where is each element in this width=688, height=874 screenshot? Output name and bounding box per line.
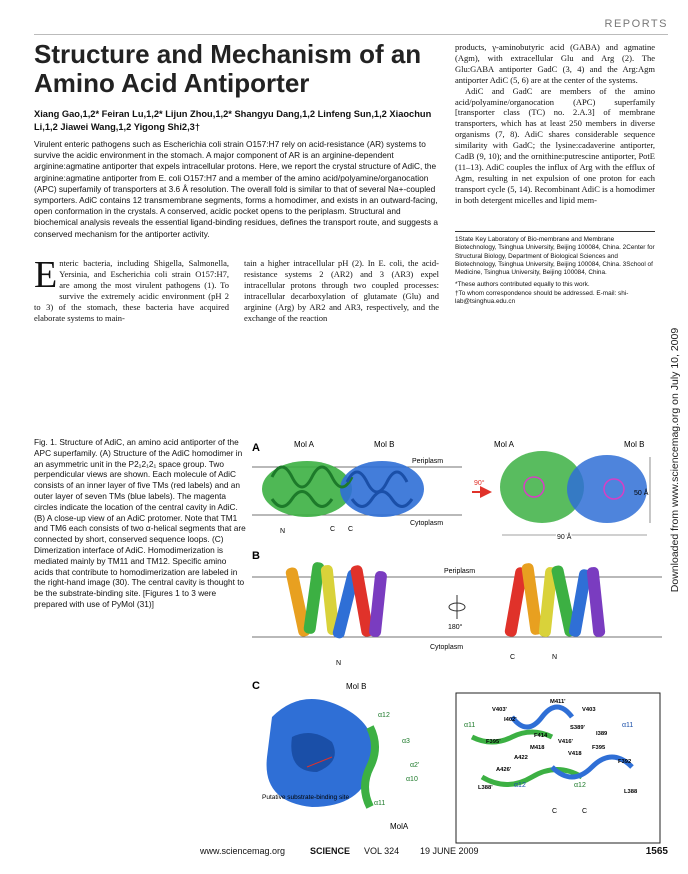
residue-label: F392 (618, 759, 632, 765)
rotation-90-arrow-icon (472, 479, 490, 492)
article-title: Structure and Mechanism of an Amino Acid Antiporter (34, 39, 422, 98)
panel-c-alpha10: α10 (406, 776, 418, 783)
column-3-paragraph-1: products, γ-aminobutyric acid (GABA) and agmatine (Agm), with extracellular Glu and Arg (2). The Glu:GABA antiporter GadC (3, 4) and the Arg:Agm antiporter AdiC (5, 6) are at the center of the systems. (455, 42, 655, 85)
panel-c-alpha12: α12 (378, 712, 390, 719)
panel-c-alpha2: α2' (410, 762, 420, 769)
figure-1 (252, 437, 662, 847)
drop-cap: E (34, 254, 58, 296)
footer-url: www.sciencemag.org (200, 846, 286, 856)
closeup-c-terminus-2: C (582, 808, 588, 815)
panel-a-periplasm-label: Periplasm (412, 458, 444, 465)
rotation-180-label: 180° (448, 624, 463, 631)
residue-label: V418 (568, 751, 582, 757)
residue-label: F395' (486, 739, 501, 745)
height-scale-label: 50 Å (634, 490, 649, 497)
affiliation-addresses: 1State Key Laboratory of Bio-membrane and Membrane Biotechnology, Tsinghua University, Beijing 100084, China. 2Center for Structural Biology, Department of Biological Sciences and Biotechnology, Tsinghua University, Beijing 100084, China. 3School of Medicine, Tsinghua University, Beijing 100084, China. (455, 236, 655, 277)
closeup-alpha11-left: α11 (464, 722, 476, 729)
panel-b-letter: B (252, 550, 260, 562)
column-2-text: tain a higher intracellular pH (2). In E. coli, the acid-resistance systems 2 (AR2) and 3 (AR3) expel intracellular protons through two coupled processes: intracellular decarboxylation of glutamate (Glu) and arginine (Arg) by AR2 and AR3, respectively, and the exchange of the reaction (244, 258, 439, 323)
page-number: 1565 (645, 846, 668, 857)
download-notice (668, 240, 682, 680)
dimer-surface-view (267, 699, 375, 807)
affiliation-rule (455, 231, 655, 232)
residue-label: M418 (530, 745, 545, 751)
residue-label: V403' (492, 707, 507, 713)
rotation-90-label: 90° (474, 480, 485, 487)
residue-label: V403 (582, 707, 596, 713)
panel-b-periplasm-label: Periplasm (444, 568, 476, 575)
closeup-alpha11-right: α11 (622, 722, 634, 729)
panel-a-letter: A (252, 442, 260, 454)
residue-label: I402' (504, 717, 517, 723)
column-1-text: nteric bacteria, including Shigella, Salmonella, Yersinia, and Escherichia coli strain O157:H7, are among the most virulent pathogens (1). To survive the extremely acidic environment (pH 2 to 3) of the stomach, these bacteria have acquired elaborate systems to main- (34, 258, 229, 323)
figure-1-graphic (252, 437, 662, 847)
protomer-helix-bundle-right (504, 563, 606, 638)
residue-label: A422 (514, 755, 528, 761)
protomer-helix-bundle-left (285, 562, 388, 640)
residue-label: V416' (558, 739, 573, 745)
panel-c-mol-a-label: MolA (390, 822, 409, 831)
abstract: Virulent enteric pathogens such as Escherichia coli strain O157:H7 rely on acid-resistance (AR) systems to survive the acidic environment in the stomach. A major component of AR is an arginine-dependent arginine:agmatine antiporter that expels intracellular protons. Here, we report the crystal structure of AdiC, the arginine:agmatine antiporter from E. coli O157:H7 and a member of the amino acid/polyamine/organocation (APC) superfamily of transporters at 3.6 Å resolution. The overall fold is similar to that of several Na+-coupled symporters. AdiC contains 12 transmembrane segments, forms a homodimer, and exists in an outward-facing, open conformation in the crystals. A conserved, acidic pocket opens to the periplasm. Structural and biochemical analysis reveals the essential ligand-binding residues, defines the transport route, and suggests a conserved mechanism for the antiporter activity. (34, 139, 439, 239)
panel-a-c-terminus-2: C (348, 526, 354, 533)
panel-c-site-label: Putative substrate-binding site (262, 794, 350, 801)
body-column-2 (244, 258, 439, 323)
panel-b-n-terminus-right: N (552, 654, 558, 661)
header-rule (34, 34, 668, 35)
panel-a-mol-b-left: Mol B (374, 440, 395, 449)
section-label: REPORTS (604, 18, 668, 30)
panel-a-mol-a-left: Mol A (294, 440, 315, 449)
panel-a-cytoplasm-label: Cytoplasm (410, 520, 444, 527)
residue-label: I389 (596, 731, 608, 737)
panel-c-mol-b-label: Mol B (346, 682, 367, 691)
panel-b-c-terminus-right: C (510, 654, 516, 661)
panel-b-n-terminus-left: N (336, 660, 342, 667)
residue-label: L388 (624, 789, 638, 795)
figure-caption: Fig. 1. Structure of AdiC, an amino acid antiporter of the APC superfamily. (A) Structure of the AdiC homodimer in an asymmetric unit in the P2₁2₁2₁ space group. Two perpendicular views are shown. Each molecule of AdiC consists of an inner layer of five TMs (red labels) and an outer layer of seven TMs (blue labels). The magenta circles indicate the location of the central cavity in AdiC. (B) A close-up view of an AdiC protomer. Note that TM1 and TM6 each consists of two α-helical segments that are connected by short, conserved sequence loops. (C) Dimerization interface of AdiC. Homodimerization is mediated mainly by TM11 and TM12. Specific amino acids that contribute to homodimerization are labeled in the right-hand image (30). The central cavity is thought to be the substrate-binding site. [Figures 1 to 3 were prepared with use of PyMol (31)] (34, 437, 246, 609)
panel-a-mol-a-right: Mol A (494, 440, 515, 449)
author-list: Xiang Gao,1,2* Feiran Lu,1,2* Lijun Zhou,1,2* Shangyu Dang,1,2 Linfeng Sun,1,2 Xiaochun Li,1,2 Jiawei Wang,1,2 Yigong Shi2,3† (34, 109, 432, 132)
body-column-3 (455, 42, 655, 206)
panel-c-letter: C (252, 680, 260, 692)
residue-labels (478, 699, 638, 795)
download-notice-text: Downloaded from www.sciencemag.org on July 10, 2009 (669, 327, 681, 593)
panel-a-n-terminus: N (280, 528, 286, 535)
dimer-top-view (500, 451, 647, 523)
footer-journal: SCIENCE (310, 846, 351, 856)
column-3-paragraph-2: AdiC and GadC are members of the amino acid/polyamine/organocation (APC) superfamily [transporter class (TC) no. 2.A.3] of membrane transporters, which has at least 250 members in diverse organisms (7, 8). AdiC shares considerable sequence similarity with GadC; the lysine:cadaverine antiporter, CadB (9, 10); and the ornithine:putrescine antiporter, PotE (11–13). AdiC couples the influx of Arg with the efflux of Agm, resulting in net expulsion of one proton for each transport cycle (5, 14). Recombinant AdiC is a homodimer in both detergent micelles and lipid mem- (455, 85, 655, 205)
closeup-c-terminus-1: C (552, 808, 558, 815)
residue-label: F414 (534, 733, 548, 739)
residue-label: F395 (592, 745, 606, 751)
correspondence-note: †To whom correspondence should be addressed. E-mail: shi-lab@tsinghua.edu.cn (455, 289, 629, 306)
equal-contribution-note: *These authors contributed equally to this work. (455, 281, 590, 289)
residue-label: S389' (570, 725, 585, 731)
body-column-1 (34, 254, 229, 323)
panel-c-alpha3: α3 (402, 738, 410, 745)
closeup-alpha12-left: α12 (514, 782, 526, 789)
affiliations (455, 236, 655, 306)
footer-date: 19 JUNE 2009 (420, 846, 479, 856)
panel-c-alpha11: α11 (374, 800, 386, 807)
width-scale-label: 90 Å (557, 534, 572, 541)
residue-label: A426' (496, 767, 512, 773)
footer-volume: VOL 324 (364, 846, 400, 856)
closeup-alpha12-right: α12 (574, 782, 586, 789)
panel-a-mol-b-right: Mol B (624, 440, 645, 449)
residue-label: L388' (478, 785, 493, 791)
residue-label: M411' (550, 699, 566, 705)
panel-a-c-terminus-1: C (330, 526, 336, 533)
dimer-side-view (262, 461, 424, 517)
panel-b-cytoplasm-label: Cytoplasm (430, 644, 464, 651)
rotation-180-icon (449, 595, 465, 619)
